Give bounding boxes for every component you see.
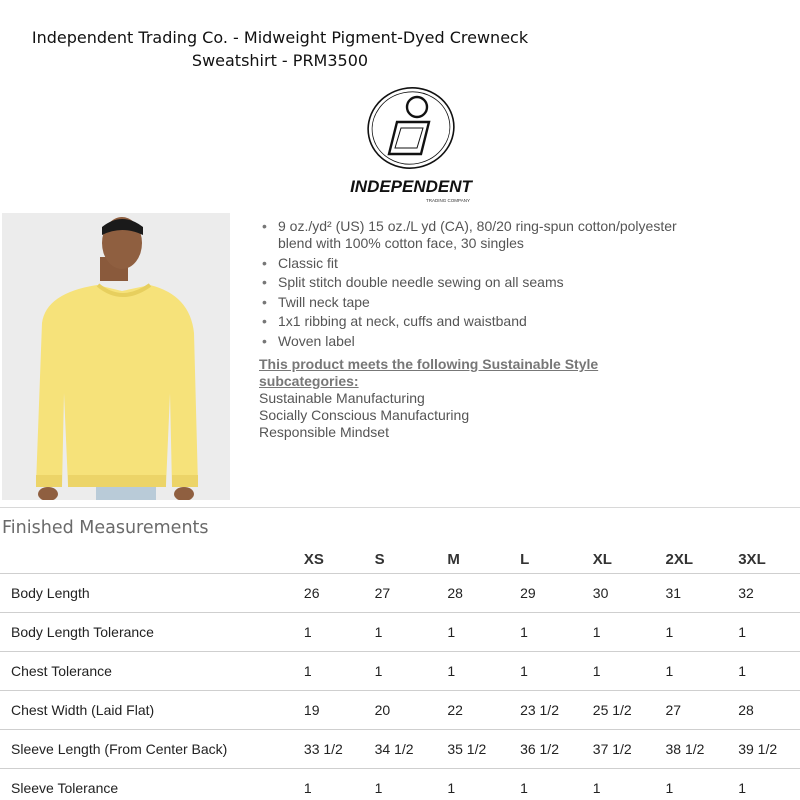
table-cell: 1 (293, 612, 364, 651)
row-label: Chest Tolerance (0, 651, 293, 690)
size-header: L (520, 551, 530, 569)
feature-item: • Classic fit (262, 255, 682, 272)
table-row (0, 612, 800, 651)
product-photo (2, 213, 230, 500)
table-cell: 37 1/2 (582, 729, 655, 768)
table-cell: 1 (509, 768, 582, 800)
table-cell: 1 (727, 651, 800, 690)
product-title (0, 26, 560, 72)
table-cell: 1 (655, 768, 728, 800)
table-row (0, 690, 800, 729)
table-cell: 1 (655, 651, 728, 690)
brand-logo (345, 84, 477, 206)
feature-item: • Woven label (262, 333, 682, 350)
table-cell: 20 (364, 690, 437, 729)
feature-item: • 9 oz./yd² (US) 15 oz./L yd (CA), 80/20 ring-spun cotton/polyester blend with 100% cotton face, 30 singles (262, 218, 682, 252)
table-cell: 1 (509, 651, 582, 690)
product-title-line2: Sweatshirt - PRM3500 (191, 51, 369, 70)
row-label: Body Length Tolerance (0, 612, 293, 651)
table-cell: 29 (509, 573, 582, 612)
table-row (0, 729, 800, 768)
size-header: M (447, 551, 460, 569)
table-cell: 33 1/2 (293, 729, 364, 768)
table-cell: 1 (364, 612, 437, 651)
size-header: S (374, 551, 385, 569)
header-blank (0, 545, 293, 573)
table-row (0, 768, 800, 800)
table-row (0, 651, 800, 690)
table-row (0, 573, 800, 612)
size-header: 3XL (738, 551, 766, 569)
row-label: Sleeve Length (From Center Back) (0, 729, 293, 768)
sustainable-style (259, 356, 679, 441)
table-cell: 30 (582, 573, 655, 612)
sustainable-item: Sustainable Manufacturing (259, 390, 425, 406)
measurements-title: Finished Measurements (2, 518, 209, 538)
size-header: XS (303, 551, 324, 569)
size-header-row (0, 545, 800, 573)
feature-item: • 1x1 ribbing at neck, cuffs and waistband (262, 313, 682, 330)
table-cell: 1 (436, 768, 509, 800)
table-cell: 32 (727, 573, 800, 612)
size-header: XL (592, 551, 612, 569)
feature-item: • Split stitch double needle sewing on all seams (262, 274, 682, 291)
feature-item: • Twill neck tape (262, 294, 682, 311)
row-label: Chest Width (Laid Flat) (0, 690, 293, 729)
measurements-table (0, 545, 800, 800)
table-cell: 1 (582, 768, 655, 800)
product-title-line1: Independent Trading Co. - Midweight Pigment-Dyed Crewneck (31, 28, 529, 47)
table-cell: 35 1/2 (436, 729, 509, 768)
table-cell: 23 1/2 (509, 690, 582, 729)
table-cell: 34 1/2 (364, 729, 437, 768)
table-cell: 1 (509, 612, 582, 651)
feature-list (262, 218, 682, 352)
size-header: 2XL (665, 551, 694, 569)
row-label: Body Length (0, 573, 293, 612)
sustainable-item: Socially Conscious Manufacturing (259, 407, 470, 423)
table-cell: 19 (293, 690, 364, 729)
table-cell: 22 (436, 690, 509, 729)
table-cell: 36 1/2 (509, 729, 582, 768)
table-cell: 1 (436, 612, 509, 651)
table-cell: 1 (582, 651, 655, 690)
sustainable-heading: This product meets the following Sustainable Style subcategories: (259, 356, 599, 389)
table-cell: 1 (436, 651, 509, 690)
brand-tagline: TRADING COMPANY (426, 198, 470, 203)
brand-name: INDEPENDENT (350, 177, 472, 196)
table-cell: 1 (727, 612, 800, 651)
table-cell: 28 (727, 690, 800, 729)
table-cell: 39 1/2 (727, 729, 800, 768)
row-label: Sleeve Tolerance (0, 768, 293, 800)
table-cell: 1 (582, 612, 655, 651)
model-wearing-sweatshirt (2, 213, 230, 500)
section-divider (0, 507, 800, 508)
table-cell: 27 (655, 690, 728, 729)
table-cell: 1 (364, 768, 437, 800)
table-cell: 1 (293, 768, 364, 800)
table-cell: 1 (364, 651, 437, 690)
table-cell: 26 (293, 573, 364, 612)
sustainable-item: Responsible Mindset (259, 424, 389, 440)
table-cell: 1 (655, 612, 728, 651)
table-cell: 27 (364, 573, 437, 612)
table-cell: 1 (293, 651, 364, 690)
table-cell: 31 (655, 573, 728, 612)
table-cell: 38 1/2 (655, 729, 728, 768)
table-cell: 28 (436, 573, 509, 612)
table-cell: 25 1/2 (582, 690, 655, 729)
table-cell: 1 (727, 768, 800, 800)
